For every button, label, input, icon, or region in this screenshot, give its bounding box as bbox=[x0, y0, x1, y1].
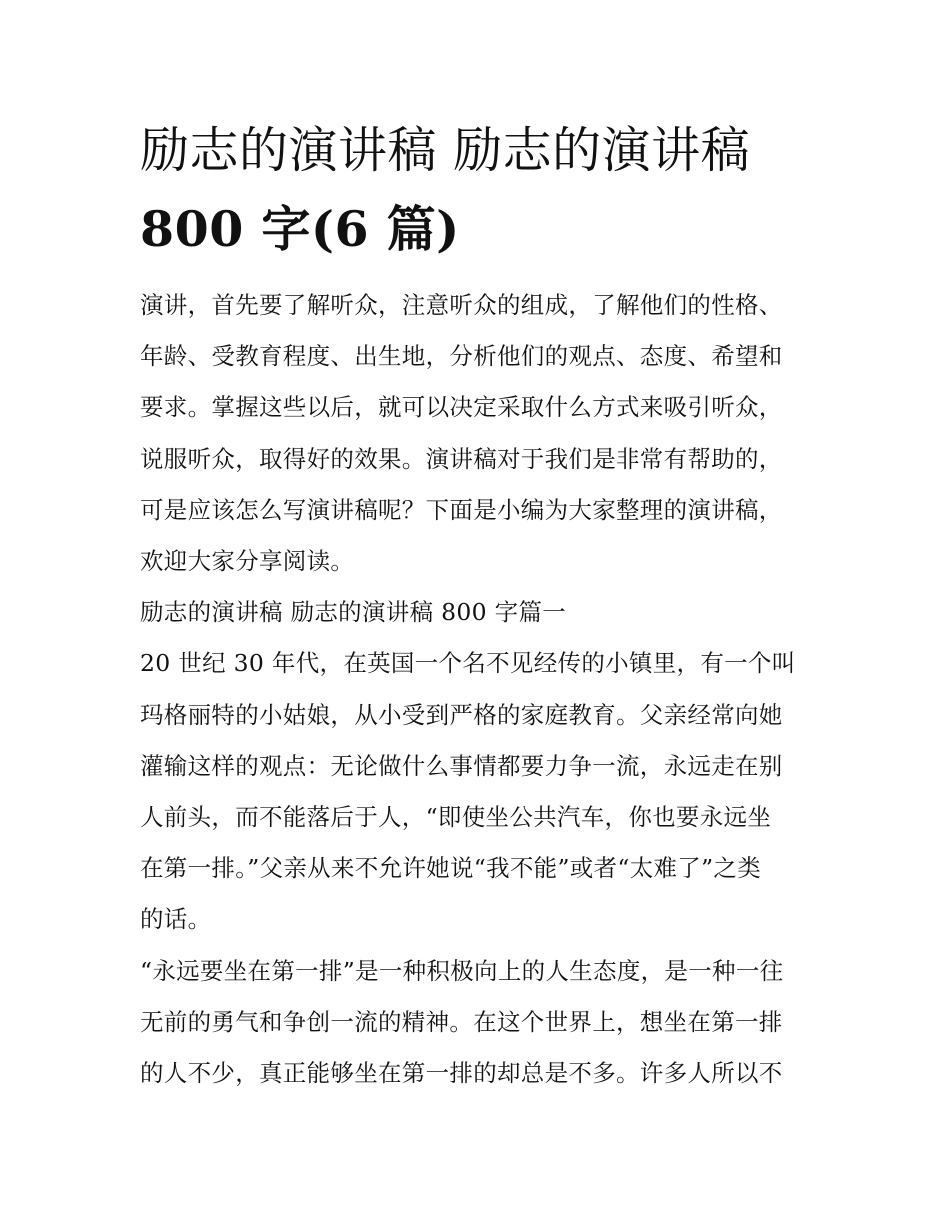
text-line: “永远要坐在第一排”是一种积极向上的人生态度，是一种一往 bbox=[140, 956, 784, 985]
document-page bbox=[140, 112, 820, 1099]
text-line: 灌输这样的观点：无论做什么事情都要力争一流，永远走在别 bbox=[140, 751, 783, 780]
text-line: 欢迎大家分享阅读。 bbox=[140, 547, 355, 576]
title-line-1: 励志的演讲稿 励志的演讲稿 bbox=[140, 122, 751, 179]
text-line: 演讲，首先要了解听众，注意听众的组成，了解他们的性格、 bbox=[140, 291, 783, 319]
text-line: 在第一排。”父亲从来不允许她说“我不能”或者“太难了”之类 bbox=[140, 854, 762, 883]
text-line: 20 世纪 30 年代，在英国一个名不见经传的小镇里，有一个叫 bbox=[140, 649, 796, 678]
text-line: 要求。掌握这些以后，就可以决定采取什么方式来吸引听众， bbox=[140, 393, 783, 422]
document-title bbox=[140, 112, 820, 268]
text-line: 的人不少，真正能够坐在第一排的却总是不多。许多人所以不 bbox=[140, 1059, 783, 1088]
title-line-2: 800 字(6 篇) bbox=[140, 200, 460, 258]
text-line: 玛格丽特的小姑娘，从小受到严格的家庭教育。父亲经常向她 bbox=[140, 700, 783, 729]
text-line: 人前头，而不能落后于人，“即使坐公共汽车，你也要永远坐 bbox=[140, 803, 772, 832]
section-heading: 励志的演讲稿 励志的演讲稿 800 字篇一 bbox=[140, 598, 567, 627]
text-line: 的话。 bbox=[140, 905, 212, 934]
text-line: 说服听众，取得好的效果。演讲稿对于我们是非常有帮助的， bbox=[140, 444, 783, 473]
text-line: 无前的勇气和争创一流的精神。在这个世界上，想坐在第一排 bbox=[140, 1007, 783, 1036]
document-body bbox=[140, 280, 820, 1099]
text-line: 年龄、受教育程度、出生地，分析他们的观点、态度、希望和 bbox=[140, 342, 783, 371]
text-line: 可是应该怎么写演讲稿呢？下面是小编为大家整理的演讲稿， bbox=[140, 495, 783, 524]
